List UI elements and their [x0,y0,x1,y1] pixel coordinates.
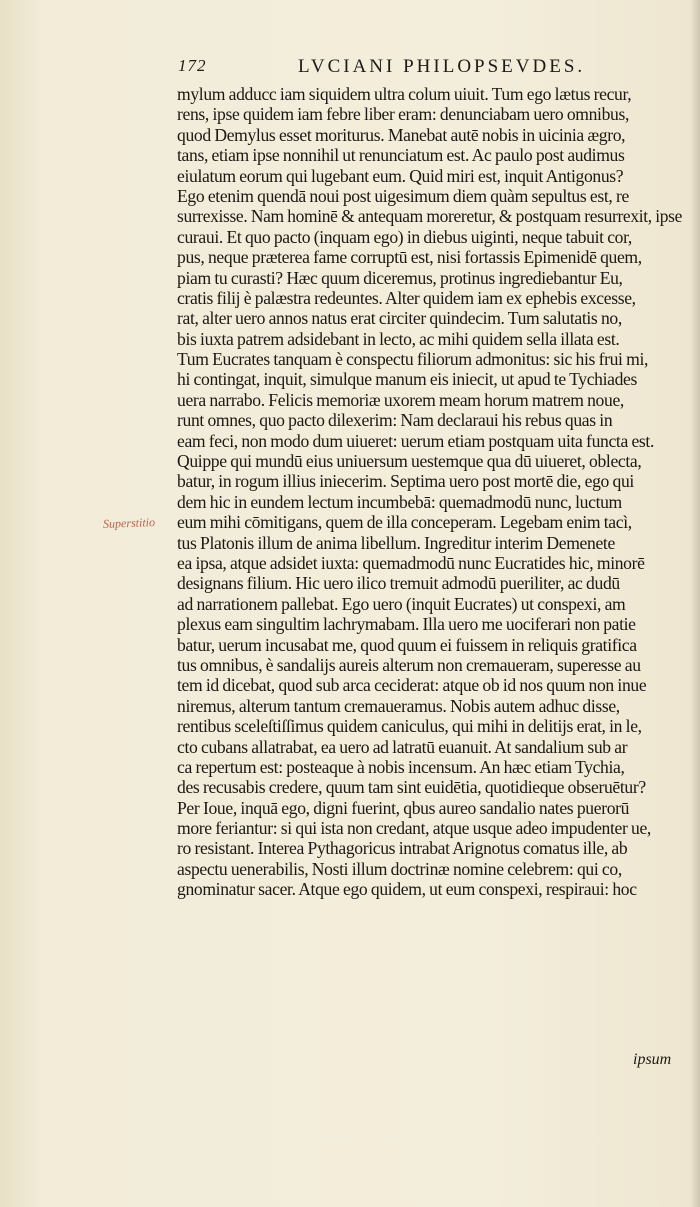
text-line: hi contingat, inquit, simulque manum eis iniecit, ut apud te Tychiades [177,369,638,390]
text-line: piam tu curasti? Hæc quum diceremus, protinus ingrediebantur Eu, [177,267,623,288]
text-line: ea ipsa, atque adsidet iuxta: quemadmodū nunc Eucratides hic, minorē [177,552,645,573]
marginal-annotation: Superstitio [102,515,156,531]
text-line: rat, alter uero annos natus erat circiter quindecim. Tum salutatis no, [177,308,622,329]
text-line: dem hic in eundem lectum incumbebā: quemadmodū nunc, luctum [177,491,622,512]
text-line: ca repertum est: posteaque à nobis incensum. An hæc etiam Tychia, [177,756,625,777]
text-line: Tum Eucrates tanquam è conspectu filiorum admonitus: sic his frui mi, [177,349,649,370]
text-line: bis iuxta patrem adsidebant in lecto, ac mihi quidem sella illata est. [177,328,620,349]
text-line: pus, neque præterea fame corruptū est, nisi fortassis Epimenidē quem, [177,247,642,268]
page-number: 172 [178,56,207,75]
text-line: batur, uerum incusabat me, quod quum ei fuissem in reliquis gratifica [177,634,637,655]
text-line: surrexisse. Nam hominē & antequam moreretur, & postquam resurrexit, ipse [177,206,682,227]
text-line: mylum adducc iam siquidem ultra colum uiuit. Tum ego lætus recur, [177,84,632,104]
text-line: uera narrabo. Felicis memoriæ uxorem meam horum matrem noue, [177,389,624,410]
text-line: runt omnes, quo pacto dilexerim: Nam declaraui his rebus quas in [177,410,613,431]
text-line: rens, ipse quidem iam febre liber eram: denunciabam uero omnibus, [177,104,630,125]
running-head: LVCIANI PHILOPSEVDES. [298,56,586,77]
text-line: niremus, alterum tantum cremaueramus. Nobis autem adhuc disse, [177,695,620,716]
text-line: gnominatur sacer. Atque ego quidem, ut eum conspexi, respiraui: hoc [177,879,637,900]
text-line: Quippe qui mundū eius uniuersum uestemque qua dū uiueret, oblecta, [177,451,642,472]
text-line: tem id dicebat, quod sub arca ceciderat: atque ob id nos quum non inue [177,675,647,696]
text-line: more feriantur: si qui ista non credant, atque usque adeo impudenter ue, [177,818,651,839]
text-line: cto cubans allatrabat, ea uero ad latratū euanuit. At sandalium sub ar [177,736,628,757]
text-line: eam feci, non modo dum uiueret: uerum etiam postquam uita functa est. [177,430,655,451]
text-line: aspectu uenerabilis, Nosti illum doctrinæ nomine celebrem: qui co, [177,858,622,879]
text-line: batur, in rogum illius iniecerim. Septima uero post mortē die, ego qui [177,471,634,492]
text-line: designans filium. Hic uero ilico tremuit admodū pueriliter, ac dudū [177,573,620,594]
text-line: cratis filij è palæstra redeuntes. Alter quidem iam ex ephebis excesse, [177,287,636,308]
catchword: ipsum [633,1051,672,1068]
text-line: tus Platonis illum de anima libellum. Ingreditur interim Demenete [177,532,615,553]
text-line: quod Demylus esset moriturus. Manebat autē nobis in uicinia ægro, [177,124,626,145]
page-edge-shadow [690,0,700,1207]
text-line: rentibus sceleſtiſſimus quidem caniculus, qui mihi in delitijs erat, in le, [177,716,642,737]
text-line: curaui. Et quo pacto (inquam ego) in diebus uiginti, neque tabuit cor, [177,226,632,247]
text-line: eum mihi cōmitigans, quem de illa conceperam. Legebam enim tacì, [177,512,632,533]
text-line: plexus eam singultim lachrymabam. Illa uero me uociferari non patie [177,614,636,635]
text-line: tans, etiam ipse nonnihil ut renunciatum est. Ac paulo post audimus [177,145,625,166]
text-line: Ego etenim quendā noui post uigesimum diem quàm sepultus est, re [177,185,629,206]
text-line: eiulatum eorum qui lugebant eum. Quid miri est, inquit Antigonus? [177,165,624,186]
text-line: des recusabis credere, quum tam sint euidētia, quotidieque obseruētur? [177,777,646,798]
text-line: Per Ioue, inquā ego, digni fuerint, qbus aureo sandalio nates puerorū [177,797,630,818]
text-block [177,84,682,900]
text-line: ad narrationem pallebat. Ego uero (inquit Eucrates) ut conspexi, am [177,593,626,614]
text-line: ro resistant. Interea Pythagoricus intrabat Arignotus comatus ille, ab [177,838,628,859]
text-line: tus omnibus, è sandalijs aureis alterum non cremaueram, superesse au [177,654,641,675]
page-header [178,56,628,82]
